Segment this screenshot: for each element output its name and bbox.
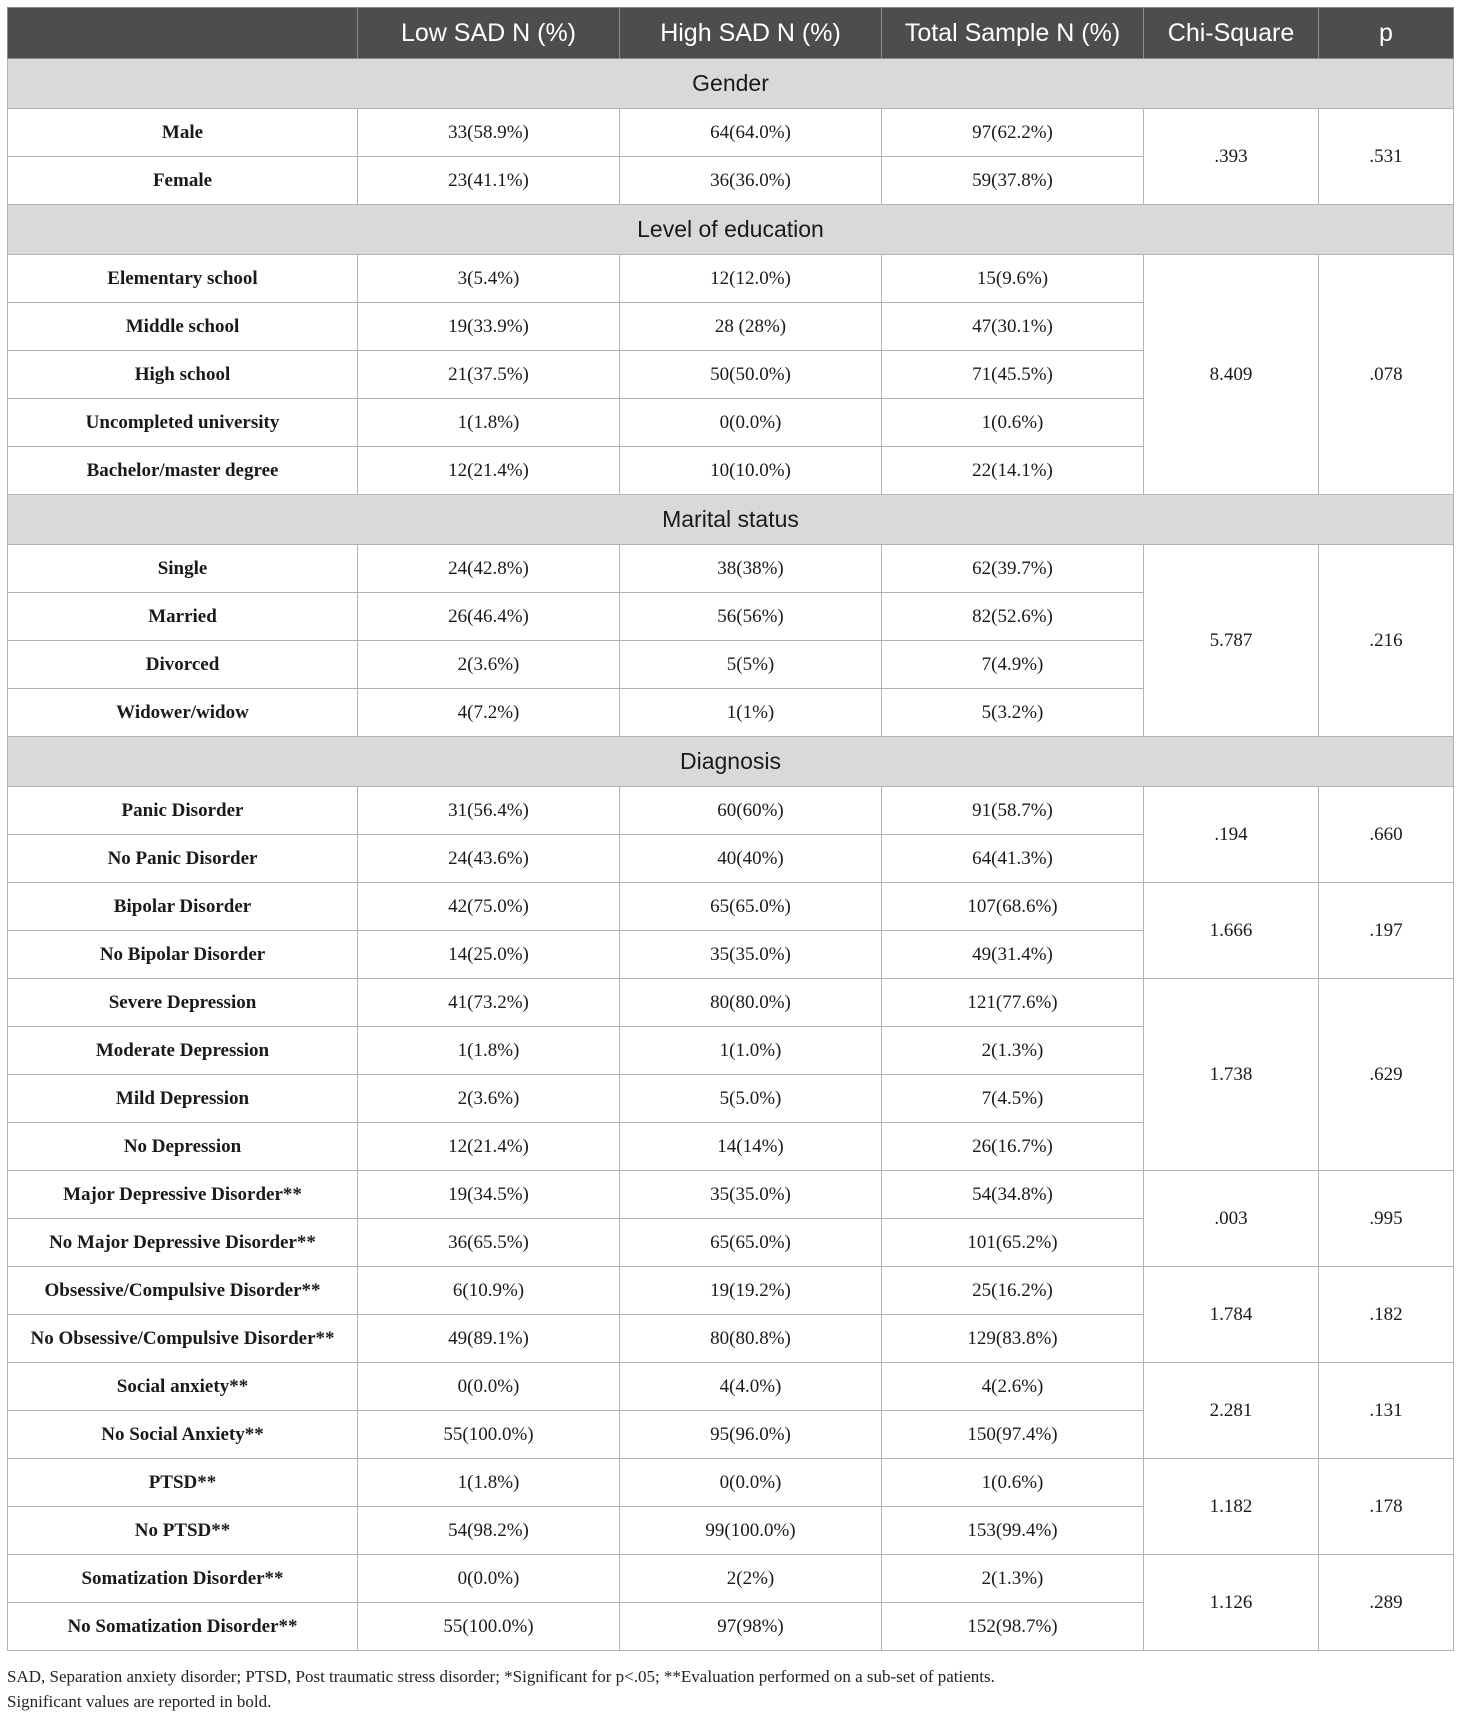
total-sample-cell: 1(0.6%) — [882, 399, 1144, 447]
p-value-cell: .078 — [1319, 255, 1454, 495]
total-sample-cell: 7(4.9%) — [882, 641, 1144, 689]
table-row — [8, 787, 1454, 835]
header-row — [8, 8, 1454, 59]
row-label: Middle school — [8, 303, 358, 351]
chi-square-cell: 1.182 — [1144, 1459, 1319, 1555]
total-sample-cell: 153(99.4%) — [882, 1507, 1144, 1555]
chi-square-cell: 8.409 — [1144, 255, 1319, 495]
chi-square-cell: .194 — [1144, 787, 1319, 883]
row-label: Moderate Depression — [8, 1027, 358, 1075]
low-sad-cell: 2(3.6%) — [358, 1075, 620, 1123]
section-row-education — [8, 205, 1454, 255]
chi-square-cell: 2.281 — [1144, 1363, 1319, 1459]
row-label: Bipolar Disorder — [8, 883, 358, 931]
total-sample-cell: 59(37.8%) — [882, 157, 1144, 205]
high-sad-cell: 80(80.0%) — [620, 979, 882, 1027]
low-sad-cell: 41(73.2%) — [358, 979, 620, 1027]
row-label: Female — [8, 157, 358, 205]
p-value-cell: .531 — [1319, 109, 1454, 205]
low-sad-cell: 55(100.0%) — [358, 1411, 620, 1459]
high-sad-cell: 1(1%) — [620, 689, 882, 737]
row-label: Severe Depression — [8, 979, 358, 1027]
high-sad-cell: 1(1.0%) — [620, 1027, 882, 1075]
section-title: Diagnosis — [8, 737, 1454, 787]
low-sad-cell: 24(42.8%) — [358, 545, 620, 593]
row-label: Obsessive/Compulsive Disorder** — [8, 1267, 358, 1315]
total-sample-cell: 2(1.3%) — [882, 1555, 1144, 1603]
row-label: Somatization Disorder** — [8, 1555, 358, 1603]
high-sad-cell: 28 (28%) — [620, 303, 882, 351]
high-sad-cell: 5(5.0%) — [620, 1075, 882, 1123]
total-sample-cell: 62(39.7%) — [882, 545, 1144, 593]
row-label: Major Depressive Disorder** — [8, 1171, 358, 1219]
row-label: Panic Disorder — [8, 787, 358, 835]
p-value-cell: .216 — [1319, 545, 1454, 737]
total-sample-cell: 2(1.3%) — [882, 1027, 1144, 1075]
table-row — [8, 255, 1454, 303]
high-sad-cell: 97(98%) — [620, 1603, 882, 1651]
high-sad-cell: 38(38%) — [620, 545, 882, 593]
table-row — [8, 545, 1454, 593]
section-row-gender — [8, 59, 1454, 109]
section-title: Level of education — [8, 205, 1454, 255]
chi-square-cell: .003 — [1144, 1171, 1319, 1267]
table-row — [8, 1459, 1454, 1507]
low-sad-cell: 2(3.6%) — [358, 641, 620, 689]
low-sad-cell: 21(37.5%) — [358, 351, 620, 399]
low-sad-cell: 1(1.8%) — [358, 1027, 620, 1075]
high-sad-cell: 12(12.0%) — [620, 255, 882, 303]
low-sad-cell: 42(75.0%) — [358, 883, 620, 931]
table-header — [8, 8, 1454, 59]
low-sad-cell: 1(1.8%) — [358, 1459, 620, 1507]
p-value-cell: .178 — [1319, 1459, 1454, 1555]
high-sad-cell: 5(5%) — [620, 641, 882, 689]
total-sample-cell: 82(52.6%) — [882, 593, 1144, 641]
total-sample-cell: 107(68.6%) — [882, 883, 1144, 931]
total-sample-cell: 47(30.1%) — [882, 303, 1144, 351]
row-label: No Somatization Disorder** — [8, 1603, 358, 1651]
high-sad-cell: 99(100.0%) — [620, 1507, 882, 1555]
header-blank — [8, 8, 358, 59]
low-sad-cell: 31(56.4%) — [358, 787, 620, 835]
p-value-cell: .629 — [1319, 979, 1454, 1171]
row-label: Mild Depression — [8, 1075, 358, 1123]
total-sample-cell: 25(16.2%) — [882, 1267, 1144, 1315]
total-sample-cell: 54(34.8%) — [882, 1171, 1144, 1219]
row-label: No Social Anxiety** — [8, 1411, 358, 1459]
row-label: Single — [8, 545, 358, 593]
low-sad-cell: 19(34.5%) — [358, 1171, 620, 1219]
row-label: PTSD** — [8, 1459, 358, 1507]
high-sad-cell: 60(60%) — [620, 787, 882, 835]
low-sad-cell: 26(46.4%) — [358, 593, 620, 641]
low-sad-cell: 36(65.5%) — [358, 1219, 620, 1267]
high-sad-cell: 65(65.0%) — [620, 1219, 882, 1267]
row-label: High school — [8, 351, 358, 399]
row-label: No Major Depressive Disorder** — [8, 1219, 358, 1267]
chi-square-cell: 1.738 — [1144, 979, 1319, 1171]
section-row-diagnosis — [8, 737, 1454, 787]
low-sad-cell: 24(43.6%) — [358, 835, 620, 883]
low-sad-cell: 0(0.0%) — [358, 1555, 620, 1603]
p-value-cell: .131 — [1319, 1363, 1454, 1459]
row-label: No Bipolar Disorder — [8, 931, 358, 979]
high-sad-cell: 0(0.0%) — [620, 399, 882, 447]
section-title: Marital status — [8, 495, 1454, 545]
high-sad-cell: 56(56%) — [620, 593, 882, 641]
table-row — [8, 979, 1454, 1027]
row-label: Widower/widow — [8, 689, 358, 737]
high-sad-cell: 50(50.0%) — [620, 351, 882, 399]
chi-square-cell: 1.784 — [1144, 1267, 1319, 1363]
total-sample-cell: 4(2.6%) — [882, 1363, 1144, 1411]
high-sad-cell: 14(14%) — [620, 1123, 882, 1171]
total-sample-cell: 91(58.7%) — [882, 787, 1144, 835]
high-sad-cell: 35(35.0%) — [620, 1171, 882, 1219]
row-label: No Depression — [8, 1123, 358, 1171]
header-high-sad: High SAD N (%) — [620, 8, 882, 59]
total-sample-cell: 150(97.4%) — [882, 1411, 1144, 1459]
p-value-cell: .289 — [1319, 1555, 1454, 1651]
section-title: Gender — [8, 59, 1454, 109]
total-sample-cell: 152(98.7%) — [882, 1603, 1144, 1651]
total-sample-cell: 121(77.6%) — [882, 979, 1144, 1027]
high-sad-cell: 35(35.0%) — [620, 931, 882, 979]
header-total-sample: Total Sample N (%) — [882, 8, 1144, 59]
high-sad-cell: 80(80.8%) — [620, 1315, 882, 1363]
chi-square-cell: 1.126 — [1144, 1555, 1319, 1651]
footnote-line-1: SAD, Separation anxiety disorder; PTSD, Post traumatic stress disorder; *Significant for p<.05; **Evaluation performed on a sub-set of patients. — [7, 1667, 995, 1686]
high-sad-cell: 2(2%) — [620, 1555, 882, 1603]
low-sad-cell: 4(7.2%) — [358, 689, 620, 737]
row-label: Elementary school — [8, 255, 358, 303]
p-value-cell: .995 — [1319, 1171, 1454, 1267]
low-sad-cell: 54(98.2%) — [358, 1507, 620, 1555]
low-sad-cell: 33(58.9%) — [358, 109, 620, 157]
header-p: p — [1319, 8, 1454, 59]
row-label: Uncompleted university — [8, 399, 358, 447]
total-sample-cell: 26(16.7%) — [882, 1123, 1144, 1171]
chi-square-cell: 5.787 — [1144, 545, 1319, 737]
table-body — [8, 59, 1454, 1651]
row-label: No Panic Disorder — [8, 835, 358, 883]
table-row — [8, 1267, 1454, 1315]
low-sad-cell: 0(0.0%) — [358, 1363, 620, 1411]
total-sample-cell: 7(4.5%) — [882, 1075, 1144, 1123]
total-sample-cell: 22(14.1%) — [882, 447, 1144, 495]
row-label: Divorced — [8, 641, 358, 689]
total-sample-cell: 64(41.3%) — [882, 835, 1144, 883]
high-sad-cell: 36(36.0%) — [620, 157, 882, 205]
p-value-cell: .660 — [1319, 787, 1454, 883]
footnote-line-2: Significant values are reported in bold. — [7, 1692, 272, 1711]
high-sad-cell: 10(10.0%) — [620, 447, 882, 495]
total-sample-cell: 15(9.6%) — [882, 255, 1144, 303]
table-row — [8, 1363, 1454, 1411]
low-sad-cell: 19(33.9%) — [358, 303, 620, 351]
table-row — [8, 1171, 1454, 1219]
section-row-marital — [8, 495, 1454, 545]
header-chi-square: Chi-Square — [1144, 8, 1319, 59]
chi-square-cell: .393 — [1144, 109, 1319, 205]
p-value-cell: .197 — [1319, 883, 1454, 979]
table-row — [8, 1555, 1454, 1603]
table-row — [8, 109, 1454, 157]
demographics-table — [7, 7, 1454, 1651]
row-label: No PTSD** — [8, 1507, 358, 1555]
low-sad-cell: 12(21.4%) — [358, 447, 620, 495]
p-value-cell: .182 — [1319, 1267, 1454, 1363]
total-sample-cell: 1(0.6%) — [882, 1459, 1144, 1507]
row-label: Married — [8, 593, 358, 641]
low-sad-cell: 12(21.4%) — [358, 1123, 620, 1171]
total-sample-cell: 129(83.8%) — [882, 1315, 1144, 1363]
high-sad-cell: 0(0.0%) — [620, 1459, 882, 1507]
low-sad-cell: 1(1.8%) — [358, 399, 620, 447]
chi-square-cell: 1.666 — [1144, 883, 1319, 979]
total-sample-cell: 5(3.2%) — [882, 689, 1144, 737]
total-sample-cell: 71(45.5%) — [882, 351, 1144, 399]
high-sad-cell: 95(96.0%) — [620, 1411, 882, 1459]
row-label: Male — [8, 109, 358, 157]
total-sample-cell: 49(31.4%) — [882, 931, 1144, 979]
row-label: No Obsessive/Compulsive Disorder** — [8, 1315, 358, 1363]
total-sample-cell: 97(62.2%) — [882, 109, 1144, 157]
high-sad-cell: 19(19.2%) — [620, 1267, 882, 1315]
header-low-sad: Low SAD N (%) — [358, 8, 620, 59]
high-sad-cell: 40(40%) — [620, 835, 882, 883]
low-sad-cell: 6(10.9%) — [358, 1267, 620, 1315]
low-sad-cell: 14(25.0%) — [358, 931, 620, 979]
row-label: Bachelor/master degree — [8, 447, 358, 495]
table-row — [8, 883, 1454, 931]
high-sad-cell: 65(65.0%) — [620, 883, 882, 931]
high-sad-cell: 4(4.0%) — [620, 1363, 882, 1411]
low-sad-cell: 23(41.1%) — [358, 157, 620, 205]
low-sad-cell: 55(100.0%) — [358, 1603, 620, 1651]
table-footnote — [7, 1664, 1453, 1714]
low-sad-cell: 49(89.1%) — [358, 1315, 620, 1363]
total-sample-cell: 101(65.2%) — [882, 1219, 1144, 1267]
high-sad-cell: 64(64.0%) — [620, 109, 882, 157]
low-sad-cell: 3(5.4%) — [358, 255, 620, 303]
row-label: Social anxiety** — [8, 1363, 358, 1411]
table-container — [7, 7, 1453, 1651]
